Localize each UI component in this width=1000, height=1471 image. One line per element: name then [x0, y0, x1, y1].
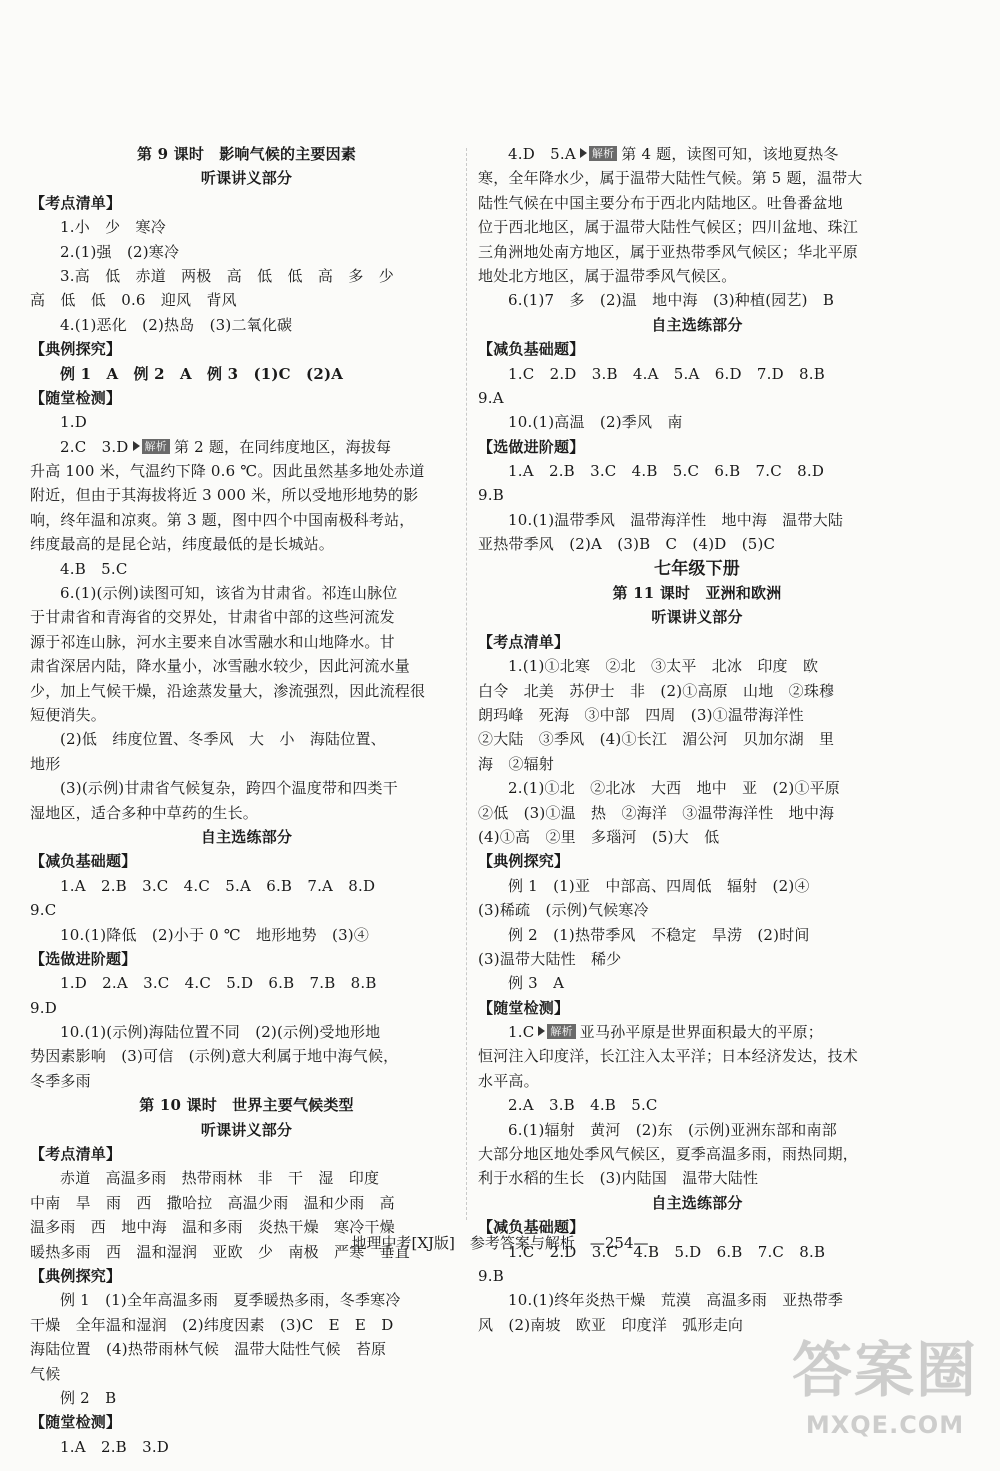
- line-text: 赤道 高温多雨 热带雨林 非 干 湿 印度: [60, 1169, 380, 1188]
- text-line: [478, 1264, 916, 1288]
- text-line: [30, 142, 463, 166]
- text-line: [30, 1337, 463, 1361]
- text-line: [478, 776, 916, 800]
- line-text: 【减负基础题】: [478, 1218, 585, 1237]
- text-line: [478, 532, 916, 556]
- analysis-text: 亚马孙平原是世界面积最大的平原；: [579, 1023, 823, 1042]
- text-line: [30, 971, 463, 995]
- line-text: 9.B: [478, 486, 504, 505]
- line-text: 2.(1)①北 ②北冰 大西 地中 亚 (2)①平原: [508, 779, 841, 798]
- page-footer: 地理中考[XJ版] 参考答案与解析 —254—: [351, 1234, 649, 1252]
- line-text: 2.A 3.B 4.B 5.C: [508, 1096, 658, 1115]
- line-text: 9.B: [478, 1266, 504, 1285]
- line-text: 湿地区，适合多种中草药的生长。: [30, 803, 259, 822]
- line-text: 6.(1)(示例)读图可知，该省为甘肃省。祁连山脉位: [60, 584, 398, 603]
- line-text: (3)温带大陆性 稀少: [478, 949, 622, 968]
- line-text: 4.(1)恶化 (2)热岛 (3)二氧化碳: [60, 315, 293, 334]
- text-line: [30, 923, 463, 947]
- text-line: [478, 264, 916, 288]
- text-line: [478, 581, 916, 605]
- line-text: 源于祁连山脉，河水主要来自冰雪融水和山地降水。甘: [30, 632, 395, 651]
- triangle-marker-icon: [538, 1026, 545, 1036]
- line-text: 响，终年温和凉爽。第 3 题，图中四个中国南极科考站，: [30, 510, 415, 529]
- line-text: 大部分地区地处季风气候区，夏季高温多雨，雨热同期，: [478, 1145, 859, 1164]
- text-line: [478, 1044, 916, 1068]
- line-text: 利于水稻的生长 (3)内陆国 温带大陆性: [478, 1169, 759, 1188]
- line-text: 1.C: [508, 1023, 535, 1042]
- text-line: [478, 947, 916, 971]
- watermark-url: MXQE.COM: [805, 1411, 965, 1439]
- text-line: [30, 1288, 463, 1312]
- text-line: [30, 825, 463, 849]
- text-line: [30, 752, 463, 776]
- line-text: 例 3 A: [508, 974, 565, 993]
- text-line: [30, 1410, 463, 1434]
- line-text: 1.A 2.B 3.C 4.B 5.C 6.B 7.C 8.D: [508, 462, 825, 481]
- text-line: [30, 581, 463, 605]
- text-line: [30, 1142, 463, 1166]
- line-text: 【考点清单】: [30, 1145, 122, 1164]
- line-text: 10.(1)降低 (2)小于 0 ℃ 地形地势 (3)④: [60, 925, 370, 944]
- text-line: [478, 630, 916, 654]
- line-text: 短便消失。: [30, 705, 107, 724]
- text-line: [30, 801, 463, 825]
- line-text: 海 ②辐射: [478, 754, 555, 773]
- line-text: 三角洲地处南方地区，属于亚热带季风气候区；华北平原: [478, 242, 859, 261]
- column-divider: [466, 148, 467, 1220]
- text-line: [30, 630, 463, 654]
- text-line: [30, 679, 463, 703]
- line-text: 3.高 低 赤道 两极 高 低 低 高 多 少: [60, 266, 394, 285]
- text-line: [478, 605, 916, 629]
- text-line: [478, 1093, 916, 1117]
- line-text: 【随堂检测】: [478, 998, 570, 1017]
- text-line: [30, 1093, 463, 1117]
- line-text: 【典例探究】: [30, 340, 122, 359]
- line-text: 地形: [30, 754, 61, 773]
- text-line: [478, 288, 916, 312]
- line-text: 10.(1)高温 (2)季风 南: [508, 413, 683, 432]
- text-line: [30, 1264, 463, 1288]
- text-line: [30, 1166, 463, 1190]
- text-line: [30, 1020, 463, 1044]
- line-text: 6.(1)7 多 (2)温 地中海 (3)种植(园艺) B: [508, 291, 835, 310]
- text-line: [30, 557, 463, 581]
- line-text: ②大陆 ③季风 (4)①长江 湄公河 贝加尔湖 里: [478, 730, 835, 749]
- text-line: [478, 996, 916, 1020]
- text-line: [478, 459, 916, 483]
- text-line: [30, 1044, 463, 1068]
- line-text: 【选做进阶题】: [30, 949, 137, 968]
- line-text: 第 11 课时 亚洲和欧洲: [612, 584, 782, 603]
- line-text: 于甘肃省和青海省的交界处，甘肃省中部的这些河流发: [30, 608, 395, 627]
- text-line: [478, 971, 916, 995]
- line-text: 1.C 2.D 3.C 4.B 5.D 6.B 7.C 8.B: [508, 1242, 826, 1261]
- line-text: 【选做进阶题】: [478, 437, 585, 456]
- line-text: 气候: [30, 1364, 61, 1383]
- text-line: [30, 605, 463, 629]
- text-line: [30, 1313, 463, 1337]
- line-text: 位于西北地区，属于温带大陆性气候区；四川盆地、珠江: [478, 218, 859, 237]
- line-text: 肃省深居内陆，降水量小，冰雪融水较少，因此河流水量: [30, 657, 411, 676]
- text-line: [30, 1118, 463, 1142]
- text-line: [30, 410, 463, 434]
- line-text: 【考点清单】: [30, 193, 122, 212]
- line-text: 2.(1)强 (2)寒冷: [60, 242, 180, 261]
- text-line: [478, 727, 916, 751]
- line-text: 例 2 (1)热带季风 不稳定 旱涝 (2)时间: [508, 925, 810, 944]
- analysis-text: 第 4 题，读图可知，该地夏热冬: [621, 145, 839, 163]
- text-line: [30, 288, 463, 312]
- text-line: [478, 654, 916, 678]
- text-line: [478, 923, 916, 947]
- text-line: [478, 337, 916, 361]
- line-text: 陆性气候在中国主要分布于西北内陆地区。吐鲁番盆地: [478, 193, 843, 212]
- text-line: [478, 1118, 916, 1142]
- text-line: [478, 508, 916, 532]
- line-text: 自主选练部分: [200, 827, 293, 846]
- text-line: [478, 1020, 916, 1044]
- line-text: 七年级下册: [654, 558, 740, 579]
- text-line: [30, 532, 463, 556]
- text-line: [30, 874, 463, 898]
- line-text: 例 1 (1)全年高温多雨 夏季暖热多雨，冬季寒冷: [60, 1291, 401, 1310]
- line-text: 例 1 A 例 2 A 例 3 (1)C (2)A: [60, 364, 344, 383]
- line-text: 自主选练部分: [651, 315, 743, 334]
- text-line: [478, 557, 916, 581]
- line-text: 1.小 少 寒冷: [60, 218, 166, 237]
- line-text: 【考点清单】: [478, 632, 570, 651]
- text-line: [478, 313, 916, 337]
- text-line: [478, 801, 916, 825]
- left-column: [30, 142, 463, 1459]
- line-text: 势因素影响 (3)可信 (示例)意大利属于地中海气候，: [30, 1047, 399, 1066]
- line-text: 【典例探究】: [30, 1266, 122, 1285]
- text-line: [30, 483, 463, 507]
- text-line: [30, 1386, 463, 1410]
- line-text: 第 9 课时 影响气候的主要因素: [136, 145, 357, 163]
- text-line: [30, 654, 463, 678]
- text-line: [478, 435, 916, 459]
- line-text: 9.C: [30, 901, 57, 920]
- line-text: 例 2 B: [60, 1388, 117, 1407]
- text-line: [478, 1288, 916, 1312]
- text-line: [478, 898, 916, 922]
- text-line: [30, 362, 463, 386]
- line-text: 【典例探究】: [478, 852, 570, 871]
- line-text: 寒，全年降水少，属于温带大陆性气候。第 5 题，温带大: [478, 169, 863, 188]
- text-line: [30, 1069, 463, 1093]
- text-line: [478, 1069, 916, 1093]
- line-text: 听课讲义部分: [200, 169, 293, 188]
- triangle-marker-icon: [133, 441, 140, 451]
- line-text: ②低 (3)①温 热 ②海洋 ③温带海洋性 地中海: [478, 803, 835, 822]
- text-line: [30, 703, 463, 727]
- line-text: 高 低 低 0.6 迎风 背风: [30, 291, 237, 310]
- line-text: 水平高。: [478, 1071, 539, 1090]
- line-text: 2.C 3.D: [60, 437, 129, 456]
- line-text: 升高 100 米，气温约下降 0.6 ℃。因此虽然基多地处赤道: [30, 462, 425, 481]
- text-line: [30, 166, 463, 190]
- line-text: 6.(1)辐射 黄河 (2)东 (示例)亚洲东部和南部: [508, 1120, 837, 1139]
- watermark: [780, 1331, 990, 1451]
- line-text: 1.D: [60, 413, 87, 432]
- text-line: [30, 776, 463, 800]
- line-text: 自主选练部分: [651, 1193, 743, 1212]
- text-line: [30, 337, 463, 361]
- text-line: [30, 996, 463, 1020]
- text-line: [30, 1362, 463, 1386]
- line-text: 10.(1)终年炎热干燥 荒漠 高温多雨 亚热带季: [508, 1291, 844, 1310]
- line-text: 10.(1)(示例)海陆位置不同 (2)(示例)受地形地: [60, 1023, 381, 1042]
- line-text: 1.C 2.D 3.B 4.A 5.A 6.D 7.D 8.B: [508, 364, 825, 383]
- line-text: 例 1 (1)亚 中部高、四周低 辐射 (2)④: [508, 876, 810, 895]
- line-text: 听课讲义部分: [200, 1120, 293, 1139]
- line-text: 亚热带季风 (2)A (3)B C (4)D (5)C: [478, 535, 776, 554]
- text-line: [478, 1191, 916, 1215]
- line-text: 纬度最高的是昆仑站，纬度最低的是长城站。: [30, 535, 335, 554]
- line-text: 附近，但由于其海拔将近 3 000 米，所以受地形地势的影: [30, 486, 419, 505]
- line-text: 【随堂检测】: [30, 1413, 122, 1432]
- line-text: 【减负基础题】: [30, 852, 137, 871]
- text-line: [478, 240, 916, 264]
- line-text: 中南 旱 雨 西 撒哈拉 高温少雨 温和少雨 高: [30, 1193, 395, 1212]
- text-line: [478, 215, 916, 239]
- text-line: [478, 191, 916, 215]
- line-text: 温多雨 西 地中海 温和多雨 炎热干燥 寒冷干燥: [30, 1218, 395, 1237]
- line-text: 地处北方地区，属于温带季风气候区。: [478, 266, 737, 285]
- text-line: [478, 142, 916, 166]
- line-text: 1.A 2.B 3.C 4.C 5.A 6.B 7.A 8.D: [60, 876, 376, 895]
- analysis-tag: 解析: [547, 1024, 575, 1039]
- text-line: [30, 1191, 463, 1215]
- text-line: [478, 1142, 916, 1166]
- line-text: 恒河注入印度洋，长江注入太平洋；日本经济发达，技术: [478, 1047, 859, 1066]
- analysis-text: 第 2 题，在同纬度地区，海拔每: [173, 437, 392, 456]
- text-line: [478, 849, 916, 873]
- text-line: [478, 410, 916, 434]
- line-text: 10.(1)温带季风 温带海洋性 地中海 温带大陆: [508, 510, 844, 529]
- text-line: [30, 264, 463, 288]
- text-line: [30, 191, 463, 215]
- right-column: [478, 142, 916, 1337]
- line-text: 【减负基础题】: [478, 340, 585, 359]
- line-text: (2)低 纬度位置、冬季风 大 小 海陆位置、: [60, 730, 386, 749]
- line-text: 风 (2)南坡 欧亚 印度洋 弧形走向: [478, 1315, 744, 1334]
- text-line: [478, 386, 916, 410]
- text-line: [478, 166, 916, 190]
- watermark-logo: 答案圈: [792, 1336, 978, 1406]
- line-text: (3)稀疏 (示例)气候寒冷: [478, 901, 649, 920]
- text-line: [30, 1435, 463, 1459]
- triangle-marker-icon: [580, 148, 587, 158]
- line-text: 4.D 5.A: [508, 145, 576, 163]
- line-text: 1.A 2.B 3.D: [60, 1437, 170, 1456]
- text-line: [30, 508, 463, 532]
- line-text: 干燥 全年温和湿润 (2)纬度因素 (3)C E E D: [30, 1315, 394, 1334]
- analysis-tag: 解析: [589, 146, 617, 161]
- text-line: [30, 435, 463, 459]
- line-text: 听课讲义部分: [651, 608, 743, 627]
- line-text: 冬季多雨: [30, 1071, 91, 1090]
- analysis-tag: 解析: [142, 439, 170, 454]
- line-text: 4.B 5.C: [60, 559, 128, 578]
- line-text: 朗玛峰 死海 ③中部 四周 (3)①温带海洋性: [478, 705, 804, 724]
- text-line: [478, 703, 916, 727]
- text-line: [30, 947, 463, 971]
- text-line: [30, 727, 463, 751]
- text-line: [478, 679, 916, 703]
- line-text: 9.D: [30, 998, 57, 1017]
- line-text: 海陆位置 (4)热带雨林气候 温带大陆性气候 苔原: [30, 1340, 387, 1359]
- text-line: [30, 240, 463, 264]
- text-line: [478, 483, 916, 507]
- text-line: [478, 1166, 916, 1190]
- line-text: 第 10 课时 世界主要气候类型: [139, 1096, 354, 1115]
- line-text: 1.D 2.A 3.C 4.C 5.D 6.B 7.B 8.B: [60, 974, 377, 993]
- line-text: (3)(示例)甘肃省气候复杂，跨四个温度带和四类干: [60, 779, 398, 798]
- text-line: [478, 362, 916, 386]
- text-line: [478, 825, 916, 849]
- line-text: 9.A: [478, 388, 504, 407]
- text-line: [30, 849, 463, 873]
- text-line: [478, 874, 916, 898]
- line-text: 1.(1)①北寒 ②北 ③太平 北冰 印度 欧: [508, 657, 819, 676]
- line-text: (4)①高 ②里 多瑙河 (5)大 低: [478, 827, 720, 846]
- text-line: [30, 215, 463, 239]
- line-text: 暖热多雨 西 温和湿润 亚欧 少 南极 严寒 垂直: [30, 1242, 411, 1261]
- line-text: 【随堂检测】: [30, 388, 122, 407]
- line-text: 白令 北美 苏伊士 非 (2)①高原 山地 ②珠穆: [478, 681, 835, 700]
- text-line: [478, 752, 916, 776]
- text-line: [30, 313, 463, 337]
- line-text: 少，加上气候干燥，沿途蒸发量大，渗流强烈，因此流程很: [30, 681, 426, 700]
- text-line: [30, 898, 463, 922]
- text-line: [30, 459, 463, 483]
- text-line: [30, 386, 463, 410]
